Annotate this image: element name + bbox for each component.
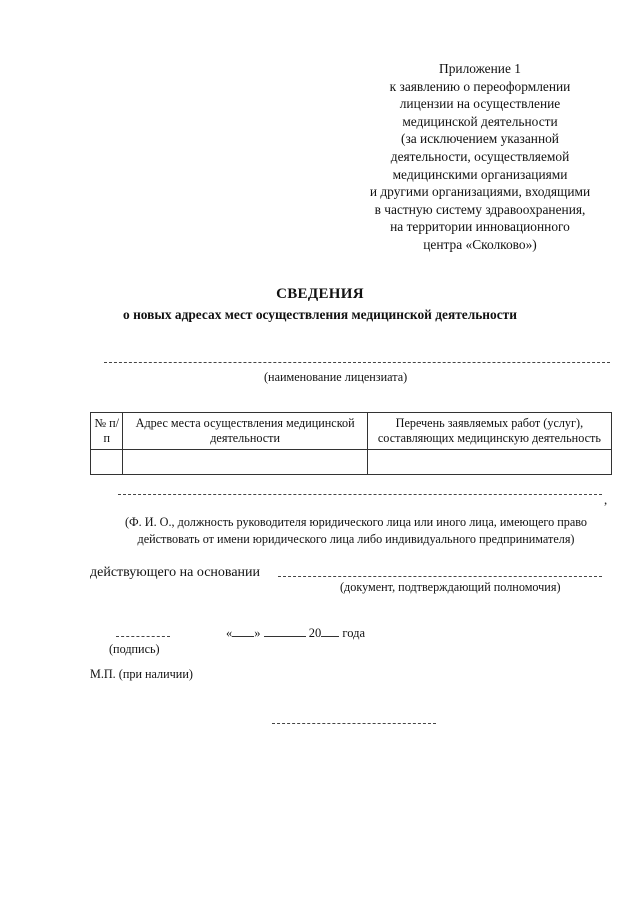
date-year-prefix: 20 [308,626,322,640]
date-close-quote: » [254,626,261,640]
signatory-name-field[interactable] [118,494,602,495]
licensee-caption: (наименование лицензиата) [264,370,408,384]
licensee-name-field[interactable] [104,362,610,363]
column-header-services: Перечень заявляемых работ (услуг), составляющих медицинскую деятельность [367,413,611,450]
date-month-field[interactable] [264,624,306,637]
appendix-line: и другими организациями, входящими [369,184,591,200]
appendix-line: Приложение 1 [439,61,521,76]
bottom-separator [272,723,436,724]
column-header-number: № п/п [91,413,123,450]
column-header-address: Адрес места осуществления медицинской деятельности [123,413,367,450]
signature-caption: (подпись) [109,642,160,656]
appendix-line: в частную систему здравоохранения, [374,201,586,217]
date-year-field[interactable] [321,624,339,637]
appendix-line: медицинскими организациями [392,166,568,182]
appendix-line: к заявлению о переоформлении [389,78,571,94]
date-line [226,624,365,641]
seal-note: М.П. (при наличии) [90,667,193,681]
appendix-line: медицинской деятельности [402,113,558,129]
table-row [91,450,612,475]
table-cell-services[interactable] [367,450,611,475]
table-cell-number[interactable] [91,450,123,475]
appendix-line: деятельности, осуществляемой [390,148,570,164]
basis-caption: (документ, подтверждающий полномочия) [340,580,561,594]
signatory-caption-line: (Ф. И. О., должность руководителя юридического лица или иного лица, имеющего право [125,515,587,529]
date-year-suffix: года [342,626,365,640]
signatory-caption [96,514,616,548]
appendix-line: центра «Сколково») [423,236,537,252]
table-cell-address[interactable] [123,450,367,475]
signature-field[interactable] [116,636,170,637]
basis-label: действующего на основании [90,565,261,580]
date-day-field[interactable] [232,624,254,637]
appendix-line: лицензии на осуществление [399,96,561,112]
appendix-block [340,60,620,254]
table-header-row [91,413,612,450]
addresses-table [90,412,612,475]
basis-document-field[interactable] [278,576,602,577]
appendix-line: на территории инновационного [390,219,570,235]
appendix-line: (за исключением указанной [401,131,559,147]
signatory-caption-line: действовать от имени юридического лица либо индивидуального предпринимателя) [137,532,575,546]
document-title: СВЕДЕНИЯ [276,286,364,302]
signatory-trailing-comma: , [604,492,608,507]
date-open-quote: « [226,626,233,640]
document-subtitle: о новых адресах мест осуществления медицинской деятельности [123,307,517,322]
